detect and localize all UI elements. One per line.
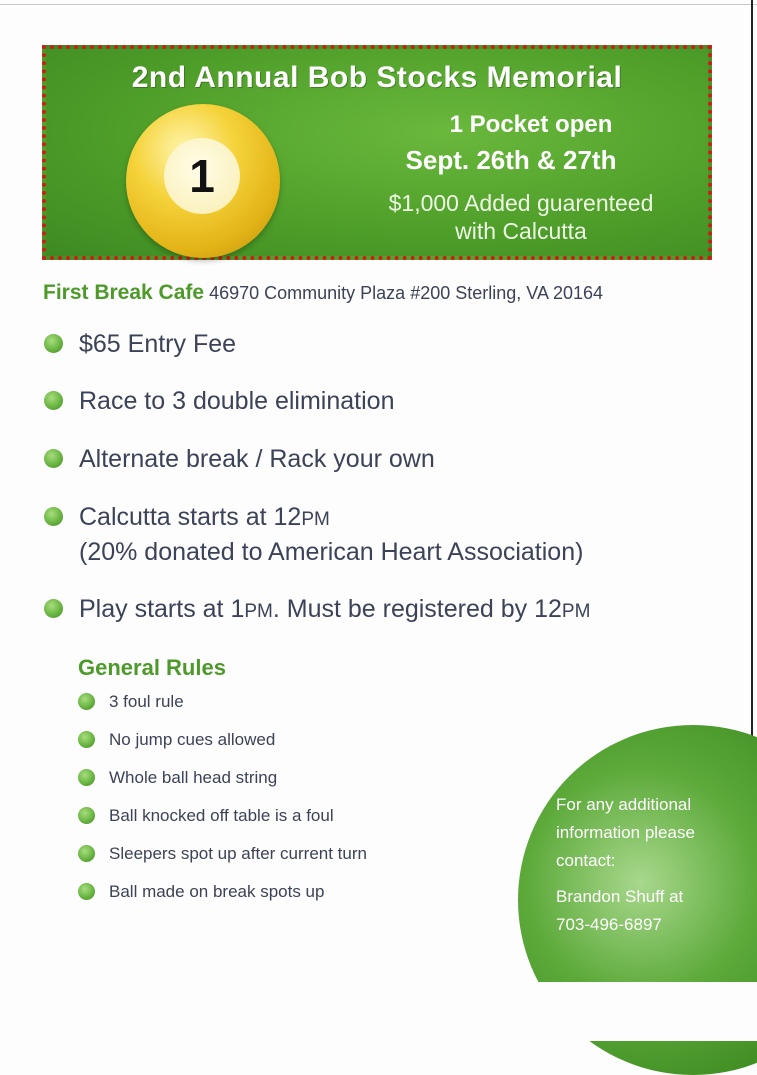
contact-line-1: For any additional xyxy=(556,795,692,814)
rule-text: Sleepers spot up after current turn xyxy=(109,844,367,863)
details-list xyxy=(44,328,724,628)
rule-text: 3 foul rule xyxy=(109,692,184,711)
list-item xyxy=(44,385,724,417)
venue-address: 46970 Community Plaza #200 Sterling, VA 20164 xyxy=(209,283,604,303)
list-item xyxy=(44,501,724,568)
rule-item xyxy=(78,804,478,828)
green-bullet-icon xyxy=(44,507,63,526)
contact-line-3: contact: xyxy=(556,851,616,870)
play-start: Play starts at 1 xyxy=(79,595,245,623)
page-bottom-margin xyxy=(0,982,757,1041)
green-bullet-icon xyxy=(78,693,95,710)
rule-item xyxy=(78,766,478,790)
added-line-2: with Calcutta xyxy=(455,218,587,244)
play-text xyxy=(79,595,590,623)
contact-info xyxy=(556,791,736,939)
green-bullet-icon xyxy=(44,391,63,410)
rule-item xyxy=(78,842,478,866)
venue-line xyxy=(43,281,603,305)
play-pm: PM xyxy=(244,601,273,622)
green-bullet-icon xyxy=(78,883,95,900)
page-edge-top xyxy=(0,4,757,5)
banner-dates: Sept. 26th & 27th xyxy=(405,145,617,175)
rule-text: Ball made on break spots up xyxy=(109,882,325,901)
contact-phone: 703-496-6897 xyxy=(556,915,662,934)
calcutta-pm: PM xyxy=(301,509,330,530)
green-bullet-icon xyxy=(44,599,63,618)
rule-text: Ball knocked off table is a foul xyxy=(109,806,334,825)
rules-list xyxy=(78,690,478,904)
rule-item xyxy=(78,728,478,752)
banner-added-money xyxy=(336,189,706,245)
rule-item xyxy=(78,880,478,904)
rule-text: Whole ball head string xyxy=(109,768,278,787)
event-banner xyxy=(42,45,712,260)
register-pm: PM xyxy=(561,601,591,622)
list-item xyxy=(44,593,724,628)
calcutta-time: Calcutta starts at 12 xyxy=(79,503,302,531)
venue-name: First Break Cafe xyxy=(43,281,205,304)
green-bullet-icon xyxy=(44,334,63,353)
green-bullet-icon xyxy=(78,807,95,824)
rules-title: General Rules xyxy=(78,655,226,680)
list-item xyxy=(44,443,724,475)
green-bullet-icon xyxy=(78,845,95,862)
banner-subtitle: 1 Pocket open xyxy=(449,111,613,138)
added-line-1: $1,000 Added guarenteed xyxy=(388,190,654,216)
rule-item xyxy=(78,690,478,714)
ball-number: 1 xyxy=(164,138,240,214)
green-bullet-icon xyxy=(78,769,95,786)
one-ball-icon xyxy=(126,104,280,258)
register-by: . Must be registered by 12 xyxy=(272,595,562,623)
contact-name: Brandon Shuff at xyxy=(556,887,684,906)
banner-title: 2nd Annual Bob Stocks Memorial xyxy=(131,61,623,94)
donation-text: (20% donated to American Heart Association) xyxy=(79,538,584,566)
green-bullet-icon xyxy=(78,731,95,748)
green-bullet-icon xyxy=(44,449,63,468)
rule-text: No jump cues allowed xyxy=(109,730,276,749)
entry-fee-text: $65 Entry Fee xyxy=(79,330,237,358)
break-text: Alternate break / Rack your own xyxy=(79,445,435,473)
calcutta-text xyxy=(79,503,330,531)
race-text: Race to 3 double elimination xyxy=(79,387,395,415)
list-item xyxy=(44,328,724,360)
contact-line-2: information please xyxy=(556,823,695,842)
